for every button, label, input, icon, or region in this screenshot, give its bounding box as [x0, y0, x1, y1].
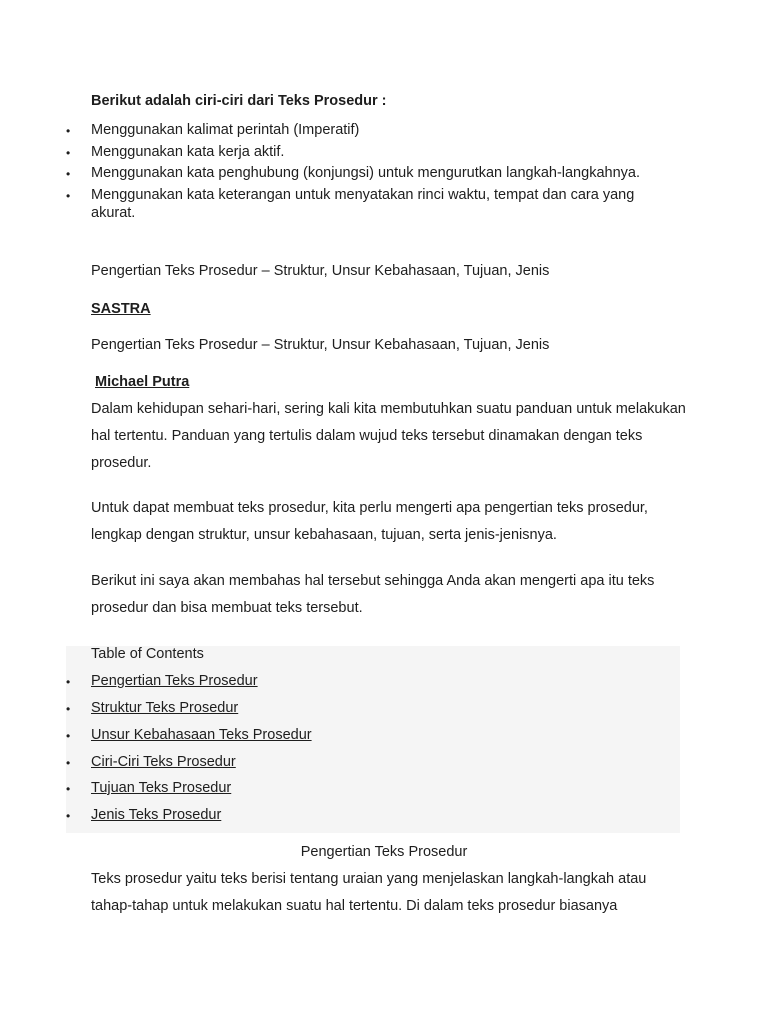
- list-item: Menggunakan kata kerja aktif.: [91, 144, 285, 160]
- toc-link-jenis[interactable]: Jenis Teks Prosedur: [91, 807, 222, 823]
- category-link[interactable]: SASTRA: [91, 301, 151, 317]
- section-heading: Pengertian Teks Prosedur: [300, 844, 468, 860]
- bullet-icon: •: [66, 782, 71, 796]
- bullet-icon: •: [66, 189, 71, 203]
- article-title-repeat: Pengertian Teks Prosedur – Struktur, Unsur Kebahasaan, Tujuan, Jenis: [91, 337, 550, 353]
- section-paragraph: Teks prosedur yaitu teks berisi tentang uraian yang menjelaskan langkah-langkah atau tahap-tahap untuk melakukan suatu hal tertentu. Di dalam teks prosedur biasanya: [91, 871, 647, 914]
- list-item: Menggunakan kalimat perintah (Imperatif): [91, 122, 360, 138]
- list-item: Menggunakan kata keterangan untuk menyatakan rinci waktu, tempat dan cara yang: [91, 187, 635, 203]
- paragraph: Untuk dapat membuat teks prosedur, kita perlu mengerti apa pengertian teks prosedur, lengkap dengan struktur, unsur kebahasaan, tujuan, serta jenis-jenisnya.: [91, 500, 648, 543]
- bullet-icon: •: [66, 756, 71, 770]
- paragraph: Berikut ini saya akan membahas hal tersebut sehingga Anda akan mengerti apa itu teks prosedur dan bisa membuat teks tersebut.: [91, 573, 655, 616]
- bullet-icon: •: [66, 809, 71, 823]
- bullet-icon: •: [66, 729, 71, 743]
- paragraph: Dalam kehidupan sehari-hari, sering kali kita membutuhkan suatu panduan untuk melakukan hal tertentu. Panduan yang tertulis dalam wujud teks tersebut dinamakan dengan teks prosedur.: [91, 401, 686, 471]
- article-title: Pengertian Teks Prosedur – Struktur, Unsur Kebahasaan, Tujuan, Jenis: [91, 263, 550, 279]
- bullet-icon: •: [66, 702, 71, 716]
- list-item-continuation: akurat.: [91, 205, 136, 221]
- bullet-icon: •: [66, 124, 71, 138]
- toc-link-pengertian[interactable]: Pengertian Teks Prosedur: [91, 673, 258, 689]
- list-item: Menggunakan kata penghubung (konjungsi) untuk mengurutkan langkah-langkahnya.: [91, 165, 640, 181]
- intro-heading: Berikut adalah ciri-ciri dari Teks Prosedur :: [91, 93, 387, 109]
- bullet-icon: •: [66, 675, 71, 689]
- toc-link-ciri-ciri[interactable]: Ciri-Ciri Teks Prosedur: [91, 754, 236, 770]
- toc-title: Table of Contents: [91, 646, 204, 662]
- bullet-icon: •: [66, 167, 71, 181]
- toc-link-unsur-kebahasaan[interactable]: Unsur Kebahasaan Teks Prosedur: [91, 727, 312, 743]
- author-link[interactable]: Michael Putra: [95, 374, 190, 390]
- toc-link-struktur[interactable]: Struktur Teks Prosedur: [91, 700, 239, 716]
- toc-link-tujuan[interactable]: Tujuan Teks Prosedur: [91, 780, 232, 796]
- bullet-icon: •: [66, 146, 71, 160]
